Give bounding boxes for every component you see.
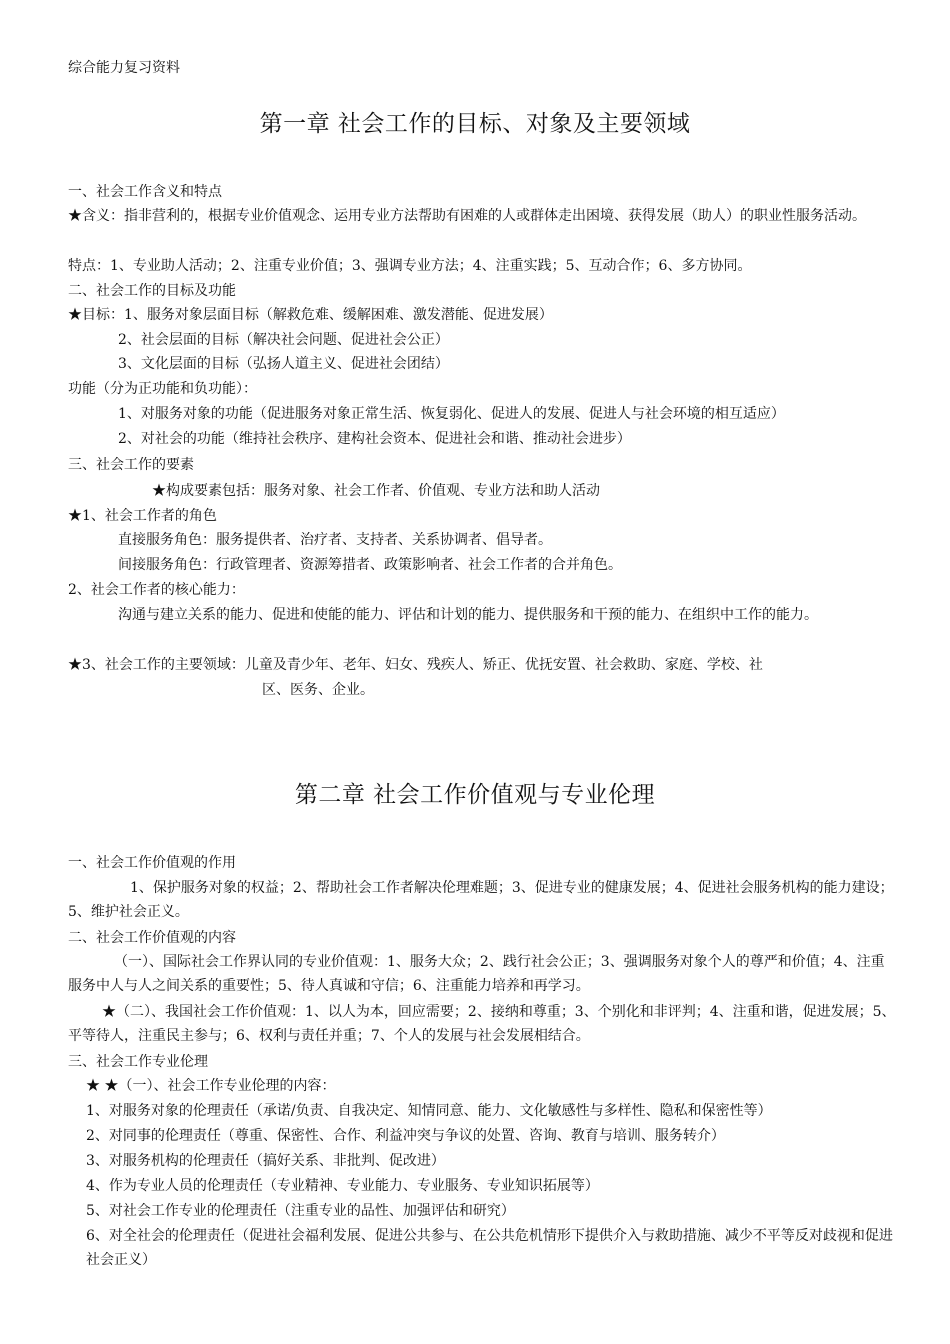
paragraph: 沟通与建立关系的能力、促进和使能的能力、评估和计划的能力、提供服务和干预的能力、在组织中工作的能力。 <box>118 607 818 623</box>
paragraph: 1、保护服务对象的权益；2、帮助社会工作者解决伦理难题；3、促进专业的健康发展；4、促进社会服务机构的能力建设；5、维护社会正义。 <box>68 880 894 920</box>
chapter1-title: 第一章 社会工作的目标、对象及主要领域 <box>259 111 691 137</box>
section-heading: ★1、社会工作者的角色 <box>68 508 217 524</box>
list-item: 1、对服务对象的功能（促进服务对象正常生活、恢复弱化、促进人的发展、促进人与社会环境的相互适应） <box>118 406 785 422</box>
paragraph: 区、医务、企业。 <box>262 682 374 698</box>
list-item: 2、社会层面的目标（解决社会问题、促进社会公正） <box>118 332 449 348</box>
list-item: 1、对服务对象的伦理责任（承诺/负责、自我决定、知情同意、能力、文化敏感性与多样性、隐私和保密性等） <box>86 1103 772 1119</box>
list-item: 4、作为专业人员的伦理责任（专业精神、专业能力、专业服务、专业知识拓展等） <box>86 1178 599 1194</box>
paragraph: （一）、国际社会工作界认同的专业价值观：1、服务大众；2、践行社会公正；3、强调服务对象个人的尊严和价值；4、注重服务中人与人之间关系的重要性；5、待人真诚和守信；6、注重能力培养和再学习。 <box>68 954 885 994</box>
section-heading: 一、社会工作价值观的作用 <box>68 855 236 871</box>
section-heading: 三、社会工作专业伦理 <box>68 1054 208 1070</box>
paragraph: ★含义：指非营利的，根据专业价值观念、运用专业方法帮助有困难的人或群体走出困境、获得发展（助人）的职业性服务活动。 <box>68 208 866 224</box>
paragraph: 直接服务角色：服务提供者、治疗者、支持者、关系协调者、倡导者。 <box>118 532 552 548</box>
paragraph: ★构成要素包括：服务对象、社会工作者、价值观、专业方法和助人活动 <box>152 483 600 499</box>
list-item: 2、对社会的功能（维持社会秩序、建构社会资本、促进社会和谐、推动社会进步） <box>118 431 631 447</box>
paragraph: ★3、社会工作的主要领域：儿童及青少年、老年、妇女、残疾人、矫正、优抚安置、社会救助、家庭、学校、社 <box>68 657 763 673</box>
paragraph: 间接服务角色：行政管理者、资源筹措者、政策影响者、社会工作者的合并角色。 <box>118 557 622 573</box>
section-heading: 二、社会工作的目标及功能 <box>68 283 236 299</box>
list-item: 3、对服务机构的伦理责任（搞好关系、非批判、促改进） <box>86 1153 445 1169</box>
paragraph: 功能（分为正功能和负功能）： <box>68 381 257 397</box>
page-header: 综合能力复习资料 <box>68 60 180 76</box>
list-item: 2、对同事的伦理责任（尊重、保密性、合作、利益冲突与争议的处置、咨询、教育与培训、服务转介） <box>86 1128 725 1144</box>
section-heading: 二、社会工作价值观的内容 <box>68 930 236 946</box>
list-item: 5、对社会工作专业的伦理责任（注重专业的品性、加强评估和研究） <box>86 1203 515 1219</box>
section-heading: 2、社会工作者的核心能力： <box>68 582 245 598</box>
paragraph: ★（二）、我国社会工作价值观：1、以人为本，回应需要；2、接纳和尊重；3、个别化和非评判；4、注重和谐，促进发展；5、平等待人，注重民主参与；6、权利与责任并重；7、个人的发展与社会发展相结合。 <box>68 1004 896 1044</box>
chapter2-title: 第二章 社会工作价值观与专业伦理 <box>294 782 656 808</box>
list-item: 3、文化层面的目标（弘扬人道主义、促进社会团结） <box>118 356 449 372</box>
list-item: 6、对全社会的伦理责任（促进社会福利发展、促进公共参与、在公共危机情形下提供介入与救助措施、减少不平等反对歧视和促进社会正义） <box>86 1228 893 1268</box>
paragraph: 特点：1、专业助人活动；2、注重专业价值；3、强调专业方法；4、注重实践；5、互动合作；6、多方协同。 <box>68 258 752 274</box>
section-heading: 三、社会工作的要素 <box>68 457 194 473</box>
paragraph: ★目标：1、服务对象层面目标（解救危难、缓解困难、激发潜能、促进发展） <box>68 307 553 323</box>
paragraph: ★ ★（一）、社会工作专业伦理的内容： <box>86 1078 336 1094</box>
section-heading: 一、社会工作含义和特点 <box>68 184 222 200</box>
